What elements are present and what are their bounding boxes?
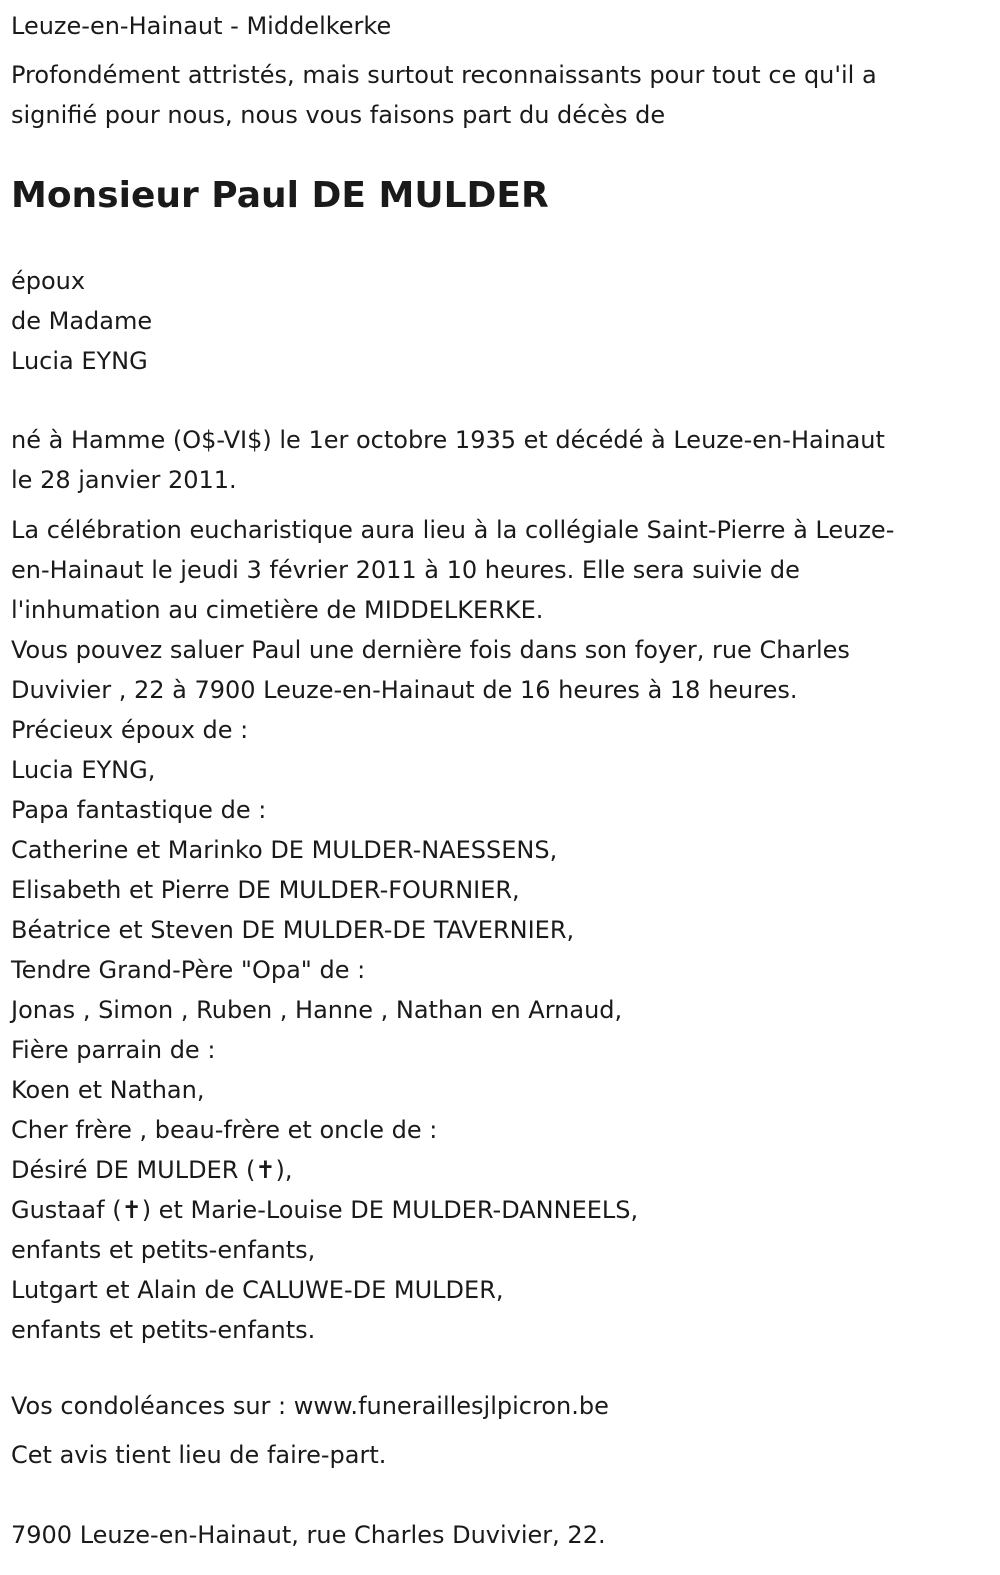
spouse-block: [11, 261, 152, 381]
visitation-line: Vous pouvez saluer Paul une dernière fois dans son foyer, rue Charles: [11, 636, 850, 664]
family-heading: Fière parrain de :: [11, 1036, 216, 1064]
location-header: Leuze-en-Hainaut - Middelkerke: [11, 12, 392, 40]
family-member: Elisabeth et Pierre DE MULDER-FOURNIER,: [11, 876, 520, 904]
spouse-line: époux: [11, 267, 86, 295]
family-member: Gustaaf (✝) et Marie-Louise DE MULDER-DANNEELS,: [11, 1196, 639, 1224]
family-member: Koen et Nathan,: [11, 1076, 205, 1104]
family-member: Jonas , Simon , Ruben , Hanne , Nathan en Arnaud,: [11, 996, 623, 1024]
family-heading: Papa fantastique de :: [11, 796, 267, 824]
deceased-name: Monsieur Paul DE MULDER: [11, 175, 549, 216]
family-member: enfants et petits-enfants.: [11, 1316, 316, 1344]
ceremony-line: en-Hainaut le jeudi 3 février 2011 à 10 heures. Elle sera suivie de: [11, 556, 800, 584]
family-member: enfants et petits-enfants,: [11, 1236, 316, 1264]
family-member: Désiré DE MULDER (✝),: [11, 1156, 293, 1184]
intro-line: Profondément attristés, mais surtout reconnaissants pour tout ce qu'il a: [11, 61, 877, 89]
family-member: Lutgart et Alain de CALUWE-DE MULDER,: [11, 1276, 504, 1304]
notice-line: Cet avis tient lieu de faire-part.: [11, 1441, 387, 1469]
intro-line: signifié pour nous, nous vous faisons part du décès de: [11, 101, 666, 129]
intro-paragraph: [11, 55, 877, 135]
address-line: 7900 Leuze-en-Hainaut, rue Charles Duvivier, 22.: [11, 1521, 606, 1549]
condolences-line: Vos condoléances sur : www.funeraillesjlpicron.be: [11, 1392, 609, 1420]
family-member: Lucia EYNG,: [11, 756, 156, 784]
ceremony-line: La célébration eucharistique aura lieu à la collégiale Saint-Pierre à Leuze-: [11, 516, 895, 544]
spouse-line: Lucia EYNG: [11, 347, 148, 375]
birth-line: le 28 janvier 2011.: [11, 466, 237, 494]
family-heading: Tendre Grand-Père "Opa" de :: [11, 956, 366, 984]
family-member: Catherine et Marinko DE MULDER-NAESSENS,: [11, 836, 558, 864]
ceremony-and-family-block: [11, 510, 894, 1350]
family-heading: Précieux époux de :: [11, 716, 249, 744]
visitation-line: Duvivier , 22 à 7900 Leuze-en-Hainaut de 16 heures à 18 heures.: [11, 676, 798, 704]
family-heading: Cher frère , beau-frère et oncle de :: [11, 1116, 438, 1144]
birth-death-paragraph: [11, 420, 885, 500]
birth-line: né à Hamme (O$-VI$) le 1er octobre 1935 et décédé à Leuze-en-Hainaut: [11, 426, 885, 454]
ceremony-line: l'inhumation au cimetière de MIDDELKERKE.: [11, 596, 544, 624]
spouse-line: de Madame: [11, 307, 153, 335]
family-member: Béatrice et Steven DE MULDER-DE TAVERNIER,: [11, 916, 575, 944]
